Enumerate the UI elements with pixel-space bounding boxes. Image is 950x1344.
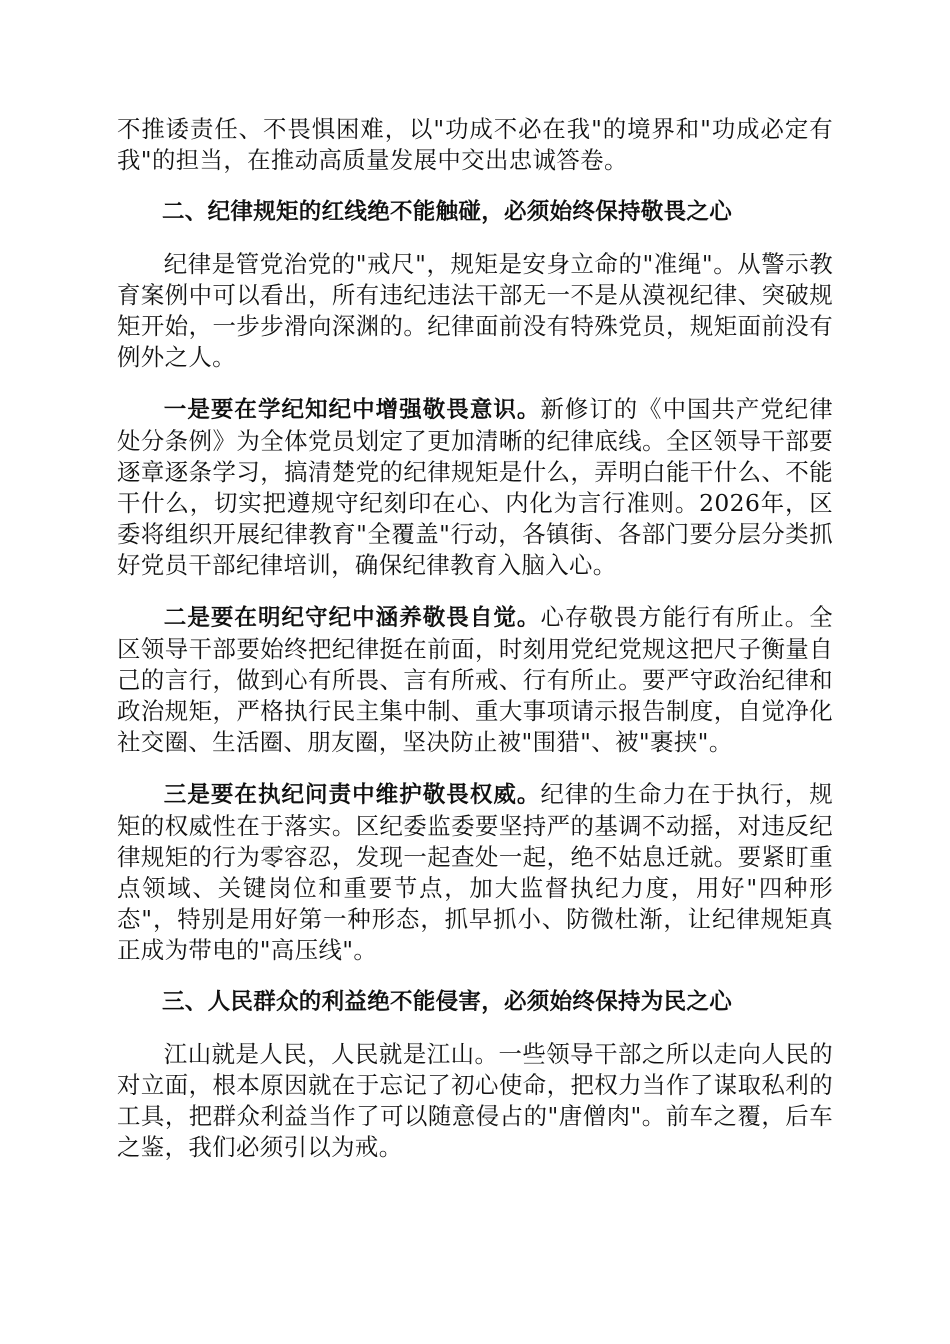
section-2-item-1-lead: 一是要在学纪知纪中增强敬畏意识。 [163, 397, 541, 423]
document-page [117, 114, 833, 1184]
section-2-item-2-lead: 二是要在明纪守纪中涵养敬畏自觉。 [163, 605, 541, 631]
section-3-heading: 三、人民群众的利益绝不能侵害，必须始终保持为民之心 [162, 989, 733, 1015]
section-2-item-2 [117, 602, 833, 758]
intro-paragraph: 不推诿责任、不畏惧困难，以"功成不必在我"的境界和"功成必定有我"的担当，在推动高质量发展中交出忠诚答卷。 [117, 115, 833, 174]
section-3-intro-paragraph: 江山就是人民，人民就是江山。一些领导干部之所以走向人民的对立面，根本原因就在于忘记了初心使命，把权力当作了谋取私利的工具，把群众利益当作了可以随意侵占的"唐僧肉"。前车之覆，后车之鉴，我们必须引以为戒。 [117, 1040, 833, 1161]
section-2-intro-paragraph: 纪律是管党治党的"戒尺"，规矩是安身立命的"准绳"。从警示教育案例中可以看出，所有违纪违法干部无一不是从漠视纪律、突破规矩开始，一步步滑向深渊的。纪律面前没有特殊党员，规矩面前没有例外之人。 [117, 250, 833, 371]
section-2-item-3-body: 纪律的生命力在于执行，规矩的权威性在于落实。区纪委监委要坚持严的基调不动摇，对违反纪律规矩的行为零容忍，发现一起查处一起，绝不姑息迁就。要紧盯重点领域、关键岗位和重要节点，加大监督执纪力度，用好"四种形态"，特别是用好第一种形态，抓早抓小、防微杜渐，让纪律规矩真正成为带电的"高压线"。 [117, 780, 833, 964]
section-2-item-3 [117, 779, 833, 966]
section-2-item-1 [117, 394, 833, 581]
section-2-item-3-lead: 三是要在执纪问责中维护敬畏权威。 [163, 782, 541, 808]
section-2-item-2-body: 心存敬畏方能行有所止。全区领导干部要始终把纪律挺在前面，时刻用党纪党规这把尺子衡量自己的言行，做到心有所畏、言有所戒、行有所止。要严守政治纪律和政治规矩，严格执行民主集中制、重大事项请示报告制度，自觉净化社交圈、生活圈、朋友圈，坚决防止被"围猎"、被"裹挟"。 [117, 603, 833, 756]
section-2-heading: 二、纪律规矩的红线绝不能触碰，必须始终保持敬畏之心 [162, 199, 733, 225]
section-2-item-1-body: 新修订的《中国共产党纪律处分条例》为全体党员划定了更加清晰的纪律底线。全区领导干部要逐章逐条学习，搞清楚党的纪律规矩是什么，弄明白能干什么、不能干什么，切实把遵规守纪刻印在心、内化为言行准则。2026年，区委将组织开展纪律教育"全覆盖"行动，各镇街、各部门要分层分类抓好党员干部纪律培训，确保纪律教育入脑入心。 [117, 395, 833, 579]
